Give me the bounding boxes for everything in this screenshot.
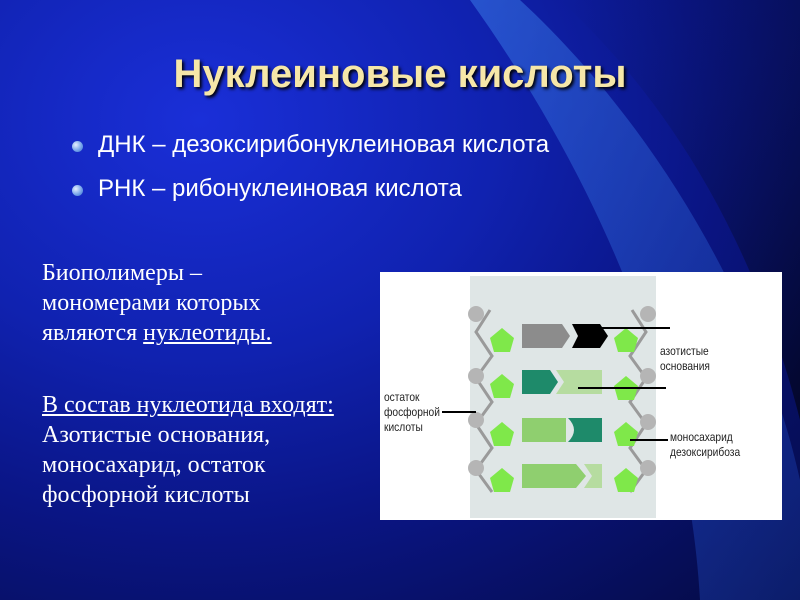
label-line: основания <box>660 359 710 373</box>
paragraph-line: мономерами которых <box>42 290 261 316</box>
bullet-item-rna <box>70 172 549 206</box>
label-line: остаток <box>384 390 420 404</box>
label-sugar <box>670 430 740 460</box>
nucleotides-term: нуклеотиды. <box>143 320 272 346</box>
page-title: Нуклеиновые кислоты <box>173 52 627 96</box>
composition-lead: В состав нуклеотида входят: <box>42 392 334 418</box>
label-nitrogen-bases <box>660 344 710 374</box>
bullet-icon <box>72 141 83 152</box>
composition-paragraph <box>42 390 382 510</box>
bullet-item-dna <box>70 128 549 162</box>
composition-text: Азотистые основания, моносахарид, остаток фосфорной кислоты <box>42 422 271 508</box>
bullet-list <box>70 128 549 215</box>
bullet-text: ДНК – дезоксирибонуклеиновая кислота <box>98 131 550 158</box>
bullet-icon <box>72 185 83 196</box>
bullet-text: РНК – рибонуклеиновая кислота <box>98 174 462 202</box>
label-line: азотистые <box>660 344 709 358</box>
label-line: кислоты <box>384 420 423 434</box>
nucleotide-diagram <box>380 272 782 520</box>
label-line: моносахарид <box>670 430 733 444</box>
label-line: дезоксирибоза <box>670 445 741 459</box>
biopolymer-paragraph <box>42 258 362 348</box>
label-line: фосфорной <box>384 405 440 419</box>
paragraph-line: Биополимеры – <box>42 260 202 286</box>
label-phosphate <box>384 390 440 435</box>
paragraph-line: являются <box>42 320 144 346</box>
dna-chain-drawing <box>380 272 782 520</box>
